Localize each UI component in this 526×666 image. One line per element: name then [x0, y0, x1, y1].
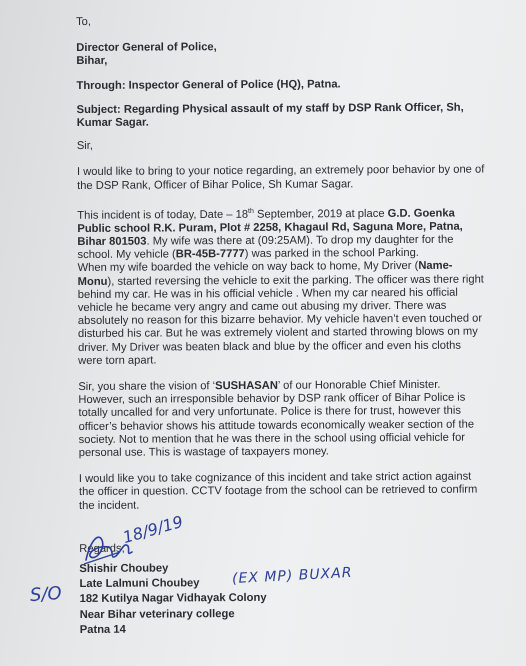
paragraph-3 [78, 260, 489, 368]
handwritten-relation: S/O [29, 582, 63, 607]
vision-word: SUSHASAN [215, 379, 278, 393]
paragraph-2 [77, 203, 487, 262]
sender-father: Late Lalmuni Choubey [79, 577, 200, 591]
sender-address-3: Patna 14 [79, 623, 126, 636]
para3-b: ), started reversing the vehicle to exit the parking. The officer was there right behind my car. He was in his official vehicle . When my car neared his official vehicle he became very angry and came out abusing my driver. There was absolutely no reason for this bizarre behavior. My vehicle haven’t even touched or disturbed his car. But he was extremely violent and started throwing blows on my driver. My Driver was beaten black and blue by the officer and even his cloths were torn apart. [77, 273, 484, 367]
paragraph-5: I would like you to take cognizance of this incident and take strict action against the officer in question. CCTV footage from the school can be retrieved to confirm the incident. [78, 470, 478, 512]
para2-rest: . My wife was there at (09:25AM). To drop my daughter for the school. My vehicle ( [77, 233, 454, 262]
paragraph-1: I would like to bring to your notice regarding, an extremely poor behavior by one of the DSP Rank, Officer of Bihar Police, Sh Kumar Sagar. [76, 163, 485, 192]
incident-place: G.D. Goenka Public school R.K. Puram, Plot # 2258, Khagaul Rd, Saguna More, Patna, Bihar 801503 [77, 207, 463, 248]
para2-intro: This incident is of today, Date – 18 [77, 208, 249, 222]
para2-month: September, 2019 at place [253, 207, 388, 221]
para2-sup: th [248, 207, 254, 215]
vehicle-number: BR-45B-7777 [175, 248, 245, 261]
to-line: To, [76, 15, 92, 28]
paragraph-4 [78, 378, 488, 460]
addressee-line1: Director General of Police, [76, 41, 217, 55]
para3-a: When my wife boarded the vehicle on way back to home, My Driver ( [77, 260, 419, 275]
sender-address-1: 182 Kutilya Nagar Vidhayak Colony [79, 592, 267, 606]
para4-b: ’ of our Honorable Chief Minister. However, such an irresponsible behavior by DSP rank officer of Bihar Police is totally uncalled for and very unfortunate. Police is there for trust, however this officer’s behavior shows his attitude towards economically weaker section of the society. Not to mention that he was there in the school using official vehicle for personal use. This is wastage of taxpayers money. [78, 378, 475, 460]
sender-address-2: Near Bihar veterinary college [79, 607, 235, 621]
subject-line: Subject: Regarding Physical assault of my staff by DSP Rank Officer, Sh, Kumar Sagar. [76, 101, 464, 130]
sender-name: Shishir Choubey [79, 562, 169, 576]
through-line: Through: Inspector General of Police (HQ), Patna. [76, 77, 341, 92]
para2-end: ) was parked in the school Parking. [244, 247, 419, 261]
handwritten-date: 18/9/19 [120, 511, 186, 548]
handwritten-annotation: (EX MP) BUXAR [231, 564, 353, 588]
para4-a: Sir, you share the vision of ‘ [78, 380, 216, 393]
salutation: Sir, [76, 140, 94, 153]
addressee-line2: Bihar, [76, 55, 108, 68]
closing: Regards, [79, 542, 125, 555]
driver-name: Name-Monu [77, 260, 453, 288]
